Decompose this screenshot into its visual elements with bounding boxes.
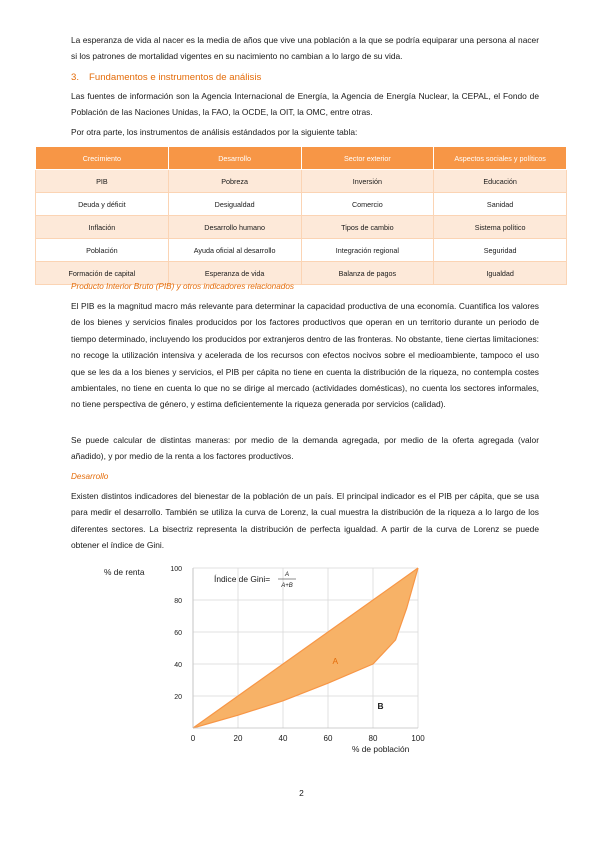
y-tick-label: 40: [174, 662, 182, 669]
sources-paragraph: Las fuentes de información son la Agencia Internacional de Energía, la Agencia de Energía Nuclear, la CEPAL, el Fondo de Población de las Naciones Unidas, la FAO, la OCDE, la OIT, la OMC, entre otras.: [71, 91, 539, 118]
table-header-cell: Aspectos sociales y políticos: [434, 147, 567, 170]
table-row: [36, 216, 567, 239]
intro-paragraph: La esperanza de vida al nacer es la media de años que vive una población a la que se podría equiparar una persona al nacer si los patrones de mortalidad vigentes en su nacimiento no cambian a lo largo de su vida.: [71, 35, 539, 62]
lorenz-chart: [90, 560, 430, 760]
table-cell: Inflación: [36, 216, 169, 239]
x-axis-label: % de población: [352, 744, 410, 754]
gini-denominator: A+B: [281, 583, 293, 589]
table-cell: Sanidad: [434, 193, 567, 216]
x-tick-label: 0: [190, 734, 196, 743]
table-header-cell: Desarrollo: [168, 147, 301, 170]
table-cell: Balanza de pagos: [301, 262, 434, 285]
x-tick-label: 20: [233, 734, 243, 743]
x-tick-labels: [191, 734, 425, 743]
table-header-cell: Sector exterior: [301, 147, 434, 170]
y-tick-label: 80: [174, 598, 182, 605]
subheading-desarrollo: Desarrollo: [71, 472, 109, 481]
y-tick-label: 100: [170, 566, 182, 573]
section-number: 3.: [71, 72, 80, 83]
gini-label: Índice de Gini=: [214, 574, 271, 584]
table-cell: Ayuda oficial al desarrollo: [168, 239, 301, 262]
page-number: 2: [299, 788, 304, 798]
table-cell: Formación de capital: [36, 262, 169, 285]
table-cell: Sistema político: [434, 216, 567, 239]
table-cell: Inversión: [301, 170, 434, 193]
table-cell: Población: [36, 239, 169, 262]
table-row: [36, 193, 567, 216]
section-heading: [71, 72, 261, 83]
pib-paragraph: El PIB es la magnitud macro más relevante para determinar la capacidad productiva de una economía. Cuantifica los valores de los bienes y servicios finales producidos por los factores productivos que operan en un territorio durante un periodo de tiempo determinado, incluyendo los producidos por extranjeros dentro de las fronteras. No obstante, tiene ciertas limitaciones: no recoge la utilización intensiva y acelerada de los recursos con efectos nocivos sobre el medioambiente, tampoco el uso que se les da a los bienes y servicios, el PIB per cápita no tiene en cuenta la distribución de la riqueza, no contempla costes ambientales, no tiene en cuenta lo que no se dirige al mercado (actividades domésticas), no cuenta los sectores informales, no tiene perspectiva de género, y estima deficientemente la riqueza generada por servicios (calidad).: [71, 301, 539, 410]
subheading-pib: Producto Interior Bruto (PIB) y otros indicadores relacionados: [71, 282, 294, 291]
x-tick-label: 80: [368, 734, 378, 743]
x-tick-label: 100: [411, 734, 425, 743]
table-intro: Por otra parte, los instrumentos de análisis estándados por la siguiente tabla:: [71, 127, 358, 137]
instruments-table: [35, 146, 567, 285]
table-cell: Igualdad: [434, 262, 567, 285]
table-header-row: [36, 147, 567, 170]
table-cell: Integración regional: [301, 239, 434, 262]
gini-formula: [214, 572, 296, 589]
table-cell: Desarrollo humano: [168, 216, 301, 239]
table-cell: PIB: [36, 170, 169, 193]
table-cell: Comercio: [301, 193, 434, 216]
annotation-b: B: [377, 700, 384, 711]
y-tick-labels: [170, 566, 182, 701]
y-axis-label: % de renta: [104, 567, 145, 577]
table-cell: Seguridad: [434, 239, 567, 262]
desarrollo-paragraph: Existen distintos indicadores del bienestar de la población de un país. El principal indicador es el PIB per cápita, que se usa para medir el desarrollo. También se utiliza la curva de Lorenz, la cual muestra la distribución de la riqueza a lo largo de los diferentes sectores. La bisectriz representa la distribución de perfecta igualdad. A partir de la curva de Lorenz se puede obtener el índice de Gini.: [71, 491, 539, 551]
annotation-a: A: [332, 656, 339, 666]
x-tick-label: 40: [278, 734, 288, 743]
section-title: Fundamentos e instrumentos de análisis: [89, 72, 262, 83]
table-cell: Desigualdad: [168, 193, 301, 216]
table-cell: Deuda y déficit: [36, 193, 169, 216]
table-cell: Esperanza de vida: [168, 262, 301, 285]
x-tick-label: 60: [323, 734, 333, 743]
table-cell: Educación: [434, 170, 567, 193]
calc-paragraph: Se puede calcular de distintas maneras: por medio de la demanda agregada, por medio de la oferta agregada (valor añadido), y por medio de la renta a los factores productivos.: [71, 435, 539, 462]
table-cell: Tipos de cambio: [301, 216, 434, 239]
y-tick-label: 20: [174, 694, 182, 701]
table-row: [36, 170, 567, 193]
table-cell: Pobreza: [168, 170, 301, 193]
table-row: [36, 239, 567, 262]
table-header-cell: Crecimiento: [36, 147, 169, 170]
y-tick-label: 60: [174, 630, 182, 637]
gini-numerator: A: [284, 572, 290, 578]
